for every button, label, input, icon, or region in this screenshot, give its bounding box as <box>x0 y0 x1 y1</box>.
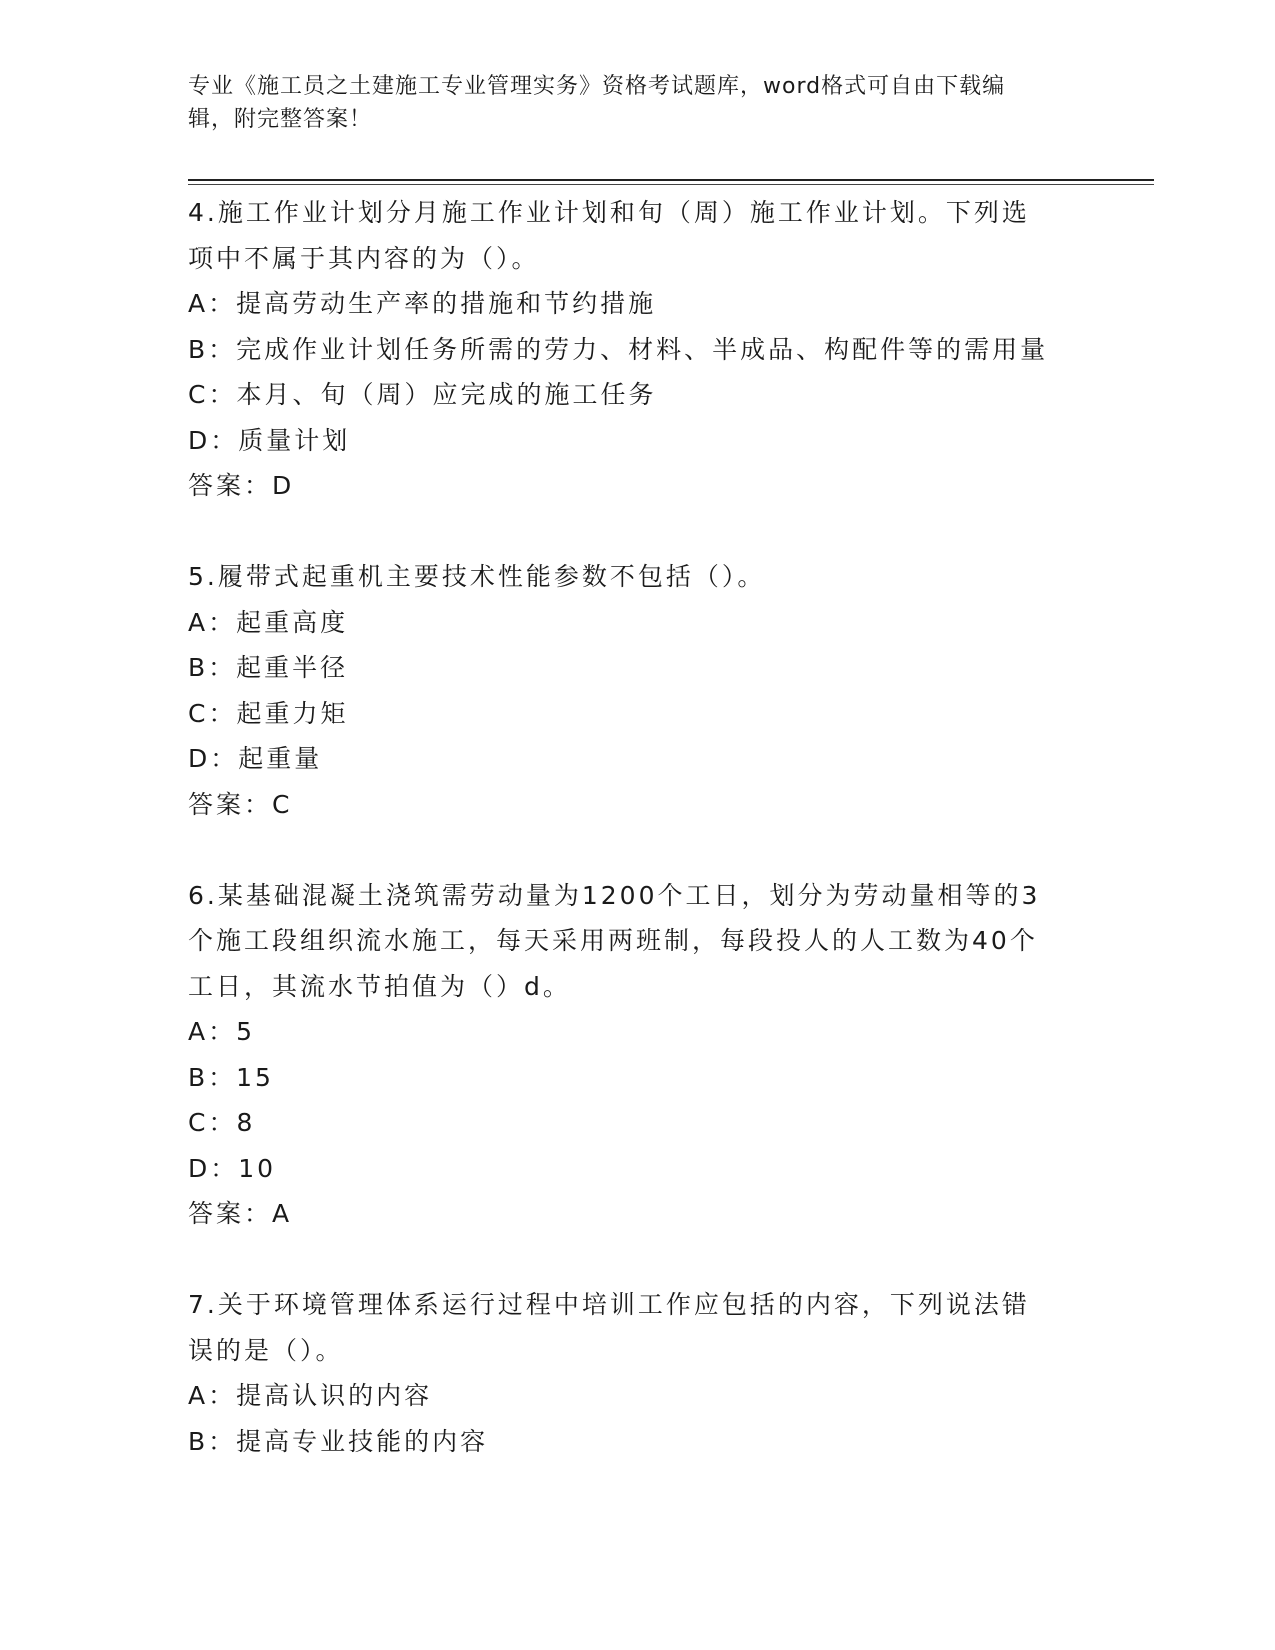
answer-label: 答案： <box>188 1199 273 1228</box>
question-gap <box>188 1237 1088 1283</box>
answer-label: 答案： <box>188 471 273 500</box>
answer-label: 答案： <box>188 789 273 819</box>
document-header <box>188 70 1068 136</box>
question-gap <box>188 509 1088 555</box>
option-d: D：10 <box>188 1153 277 1183</box>
option-a: A：提高劳动生产率的措施和节约措施 <box>188 289 657 318</box>
question-text-line: 4.施工作业计划分月施工作业计划和旬（周）施工作业计划。下列选 <box>188 198 1030 227</box>
question-list <box>188 190 1088 1464</box>
question-text-line: 个施工段组织流水施工，每天采用两班制，每段投人的人工数为40个 <box>188 926 1038 955</box>
header-divider-thin <box>188 184 1154 185</box>
question-text-line: 7.关于环境管理体系运行过程中培训工作应包括的内容，下列说法错 <box>188 1290 1030 1319</box>
option-a: A：提高认识的内容 <box>188 1381 433 1410</box>
question-text-line: 项中不属于其内容的为（）。 <box>188 243 540 273</box>
option-b: B：15 <box>188 1062 274 1092</box>
option-c: C：8 <box>188 1108 256 1137</box>
question-5 <box>188 554 1088 827</box>
header-divider-thick <box>188 179 1154 181</box>
option-a: A：5 <box>188 1017 256 1046</box>
option-b: B：完成作业计划任务所需的劳力、材料、半成品、构配件等的需用量 <box>188 334 1049 364</box>
question-gap <box>188 827 1088 873</box>
question-6 <box>188 873 1088 1237</box>
question-text-line: 5.履带式起重机主要技术性能参数不包括（）。 <box>188 562 766 591</box>
option-d: D：质量计划 <box>188 425 351 455</box>
answer-line <box>188 782 1088 828</box>
answer-line <box>188 463 1088 509</box>
option-a: A：起重高度 <box>188 607 349 637</box>
answer-value: A <box>272 1199 291 1228</box>
option-b: B：提高专业技能的内容 <box>188 1426 489 1456</box>
option-d: D：起重量 <box>188 744 323 773</box>
question-text-line: 工日，其流水节拍值为（）d。 <box>188 971 571 1001</box>
question-7 <box>188 1282 1088 1464</box>
question-4 <box>188 190 1088 509</box>
answer-value: C <box>272 789 291 819</box>
answer-line <box>188 1191 1088 1237</box>
question-text-line: 6.某基础混凝土浇筑需劳动量为1200个工日，划分为劳动量相等的3 <box>188 880 1041 910</box>
header-line-1: 专业《施工员之土建施工专业管理实务》资格考试题库，word格式可自由下载编 <box>188 74 1006 99</box>
answer-value: D <box>272 471 293 500</box>
option-c: C：起重力矩 <box>188 698 349 728</box>
header-line-2: 辑，附完整答案！ <box>188 107 373 132</box>
question-text-line: 误的是（）。 <box>188 1335 344 1365</box>
option-b: B：起重半径 <box>188 653 349 682</box>
option-c: C：本月、旬（周）应完成的施工任务 <box>188 380 657 409</box>
